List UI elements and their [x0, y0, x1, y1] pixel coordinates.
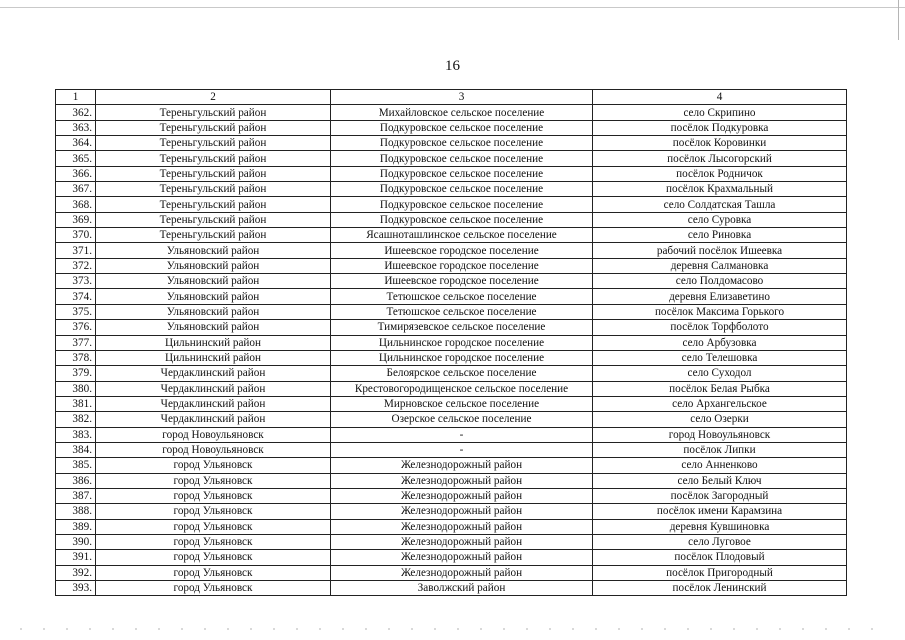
table-row	[56, 120, 847, 135]
row-number-cell: 367.	[56, 182, 96, 197]
table-row	[56, 366, 847, 381]
page-number: 16	[445, 58, 460, 74]
district-cell: город Ульяновск	[96, 534, 331, 549]
row-number-cell: 392.	[56, 565, 96, 580]
district-cell: Ульяновский район	[96, 243, 331, 258]
row-number-cell: 391.	[56, 550, 96, 565]
column-header-3: 3	[331, 90, 593, 105]
row-number-cell: 380.	[56, 381, 96, 396]
row-number-cell: 376.	[56, 320, 96, 335]
district-cell: Ульяновский район	[96, 304, 331, 319]
settlement-cell: Подкуровское сельское поселение	[331, 182, 593, 197]
settlement-cell: Цильнинское городское поселение	[331, 335, 593, 350]
settlement-cell: -	[331, 427, 593, 442]
district-cell: город Новоульяновск	[96, 442, 331, 457]
settlement-cell: Белоярское сельское поселение	[331, 366, 593, 381]
locality-cell: посёлок Липки	[593, 442, 847, 457]
district-cell: город Ульяновск	[96, 458, 331, 473]
table-header-row	[56, 90, 847, 105]
district-cell: Ульяновский район	[96, 274, 331, 289]
table-row	[56, 381, 847, 396]
row-number-cell: 368.	[56, 197, 96, 212]
district-cell: город Ульяновск	[96, 565, 331, 580]
settlement-cell: Железнодорожный район	[331, 488, 593, 503]
table-row	[56, 396, 847, 411]
table-row	[56, 289, 847, 304]
district-cell: город Ульяновск	[96, 488, 331, 503]
locality-cell: посёлок Пригородный	[593, 565, 847, 580]
row-number-cell: 374.	[56, 289, 96, 304]
locality-cell: село Архангельское	[593, 396, 847, 411]
table-row	[56, 442, 847, 457]
locality-cell: село Солдатская Ташла	[593, 197, 847, 212]
row-number-cell: 381.	[56, 396, 96, 411]
column-header-2: 2	[96, 90, 331, 105]
district-cell: Тереньгульский район	[96, 182, 331, 197]
table-row	[56, 473, 847, 488]
locality-cell: посёлок Максима Горького	[593, 304, 847, 319]
settlement-cell: Ясашноташлинское сельское поселение	[331, 228, 593, 243]
district-cell: Тереньгульский район	[96, 197, 331, 212]
table-row	[56, 243, 847, 258]
locality-cell: село Арбузовка	[593, 335, 847, 350]
settlement-cell: Тетюшское сельское поселение	[331, 289, 593, 304]
settlement-cell: Крестовогородищенское сельское поселение	[331, 381, 593, 396]
row-number-cell: 385.	[56, 458, 96, 473]
table-row	[56, 105, 847, 120]
row-number-cell: 378.	[56, 350, 96, 365]
row-number-cell: 377.	[56, 335, 96, 350]
locality-cell: село Озерки	[593, 412, 847, 427]
row-number-cell: 379.	[56, 366, 96, 381]
locality-cell: село Суходол	[593, 366, 847, 381]
locality-cell: посёлок Лысогорский	[593, 151, 847, 166]
table-row	[56, 304, 847, 319]
row-number-cell: 389.	[56, 519, 96, 534]
settlement-cell: Железнодорожный район	[331, 565, 593, 580]
locality-cell: посёлок Загородный	[593, 488, 847, 503]
table-row	[56, 274, 847, 289]
locality-cell: посёлок Крахмальный	[593, 182, 847, 197]
page-right-edge	[898, 0, 899, 40]
locality-cell: посёлок Белая Рыбка	[593, 381, 847, 396]
locality-cell: посёлок Торфболото	[593, 320, 847, 335]
table-row	[56, 565, 847, 580]
district-cell: город Ульяновск	[96, 504, 331, 519]
district-cell: Тереньгульский район	[96, 212, 331, 227]
scan-bottom-artifact	[20, 628, 880, 630]
settlement-cell: Мирновское сельское поселение	[331, 396, 593, 411]
table-row	[56, 534, 847, 549]
table-row	[56, 581, 847, 596]
row-number-cell: 364.	[56, 136, 96, 151]
table-row	[56, 504, 847, 519]
locality-cell: село Риновка	[593, 228, 847, 243]
district-cell: город Ульяновск	[96, 581, 331, 596]
table-row	[56, 166, 847, 181]
table-row	[56, 151, 847, 166]
settlement-cell: Тетюшское сельское поселение	[331, 304, 593, 319]
locality-cell: село Анненково	[593, 458, 847, 473]
settlement-cell: Подкуровское сельское поселение	[331, 212, 593, 227]
row-number-cell: 386.	[56, 473, 96, 488]
locality-cell: село Луговое	[593, 534, 847, 549]
table-row	[56, 182, 847, 197]
locality-cell: деревня Кувшиновка	[593, 519, 847, 534]
district-cell: Тереньгульский район	[96, 228, 331, 243]
district-cell: Тереньгульский район	[96, 136, 331, 151]
table-row	[56, 258, 847, 273]
district-cell: Цильнинский район	[96, 350, 331, 365]
locality-cell: село Телешовка	[593, 350, 847, 365]
table-row	[56, 136, 847, 151]
column-header-1: 1	[56, 90, 96, 105]
locality-cell: посёлок Ленинский	[593, 581, 847, 596]
table-row	[56, 350, 847, 365]
settlement-cell: Ишеевское городское поселение	[331, 274, 593, 289]
table-row	[56, 458, 847, 473]
row-number-cell: 372.	[56, 258, 96, 273]
district-cell: город Ульяновск	[96, 473, 331, 488]
row-number-cell: 382.	[56, 412, 96, 427]
locality-cell: село Белый Ключ	[593, 473, 847, 488]
row-number-cell: 370.	[56, 228, 96, 243]
district-cell: Чердаклинский район	[96, 396, 331, 411]
row-number-cell: 387.	[56, 488, 96, 503]
row-number-cell: 365.	[56, 151, 96, 166]
district-cell: Чердаклинский район	[96, 366, 331, 381]
district-cell: Тереньгульский район	[96, 151, 331, 166]
locality-cell: деревня Елизаветино	[593, 289, 847, 304]
locality-cell: село Скрипино	[593, 105, 847, 120]
table-row	[56, 212, 847, 227]
settlement-cell: Михайловское сельское поселение	[331, 105, 593, 120]
table-body	[56, 105, 847, 596]
settlement-cell: Тимирязевское сельское поселение	[331, 320, 593, 335]
settlement-cell: Подкуровское сельское поселение	[331, 151, 593, 166]
locality-cell: посёлок Плодовый	[593, 550, 847, 565]
row-number-cell: 393.	[56, 581, 96, 596]
district-cell: город Новоульяновск	[96, 427, 331, 442]
district-cell: Ульяновский район	[96, 320, 331, 335]
district-cell: город Ульяновск	[96, 550, 331, 565]
settlement-cell: Подкуровское сельское поселение	[331, 136, 593, 151]
row-number-cell: 363.	[56, 120, 96, 135]
locality-cell: посёлок Подкуровка	[593, 120, 847, 135]
settlement-cell: -	[331, 442, 593, 457]
row-number-cell: 383.	[56, 427, 96, 442]
row-number-cell: 366.	[56, 166, 96, 181]
district-cell: Тереньгульский район	[96, 120, 331, 135]
table-row	[56, 335, 847, 350]
district-cell: город Ульяновск	[96, 519, 331, 534]
row-number-cell: 388.	[56, 504, 96, 519]
column-header-4: 4	[593, 90, 847, 105]
locality-cell: село Суровка	[593, 212, 847, 227]
settlement-cell: Цильнинское городское поселение	[331, 350, 593, 365]
table-row	[56, 228, 847, 243]
page-top-edge	[0, 0, 905, 8]
settlement-cell: Железнодорожный район	[331, 519, 593, 534]
row-number-cell: 362.	[56, 105, 96, 120]
settlement-cell: Подкуровское сельское поселение	[331, 120, 593, 135]
table-row	[56, 412, 847, 427]
locality-cell: посёлок Коровинки	[593, 136, 847, 151]
row-number-cell: 375.	[56, 304, 96, 319]
locality-cell: посёлок имени Карамзина	[593, 504, 847, 519]
settlement-cell: Подкуровское сельское поселение	[331, 197, 593, 212]
district-cell: Ульяновский район	[96, 289, 331, 304]
locality-cell: деревня Салмановка	[593, 258, 847, 273]
district-cell: Ульяновский район	[96, 258, 331, 273]
table-row	[56, 197, 847, 212]
locality-cell: город Новоульяновск	[593, 427, 847, 442]
settlement-cell: Озерское сельское поселение	[331, 412, 593, 427]
locality-cell: село Полдомасово	[593, 274, 847, 289]
table-row	[56, 488, 847, 503]
row-number-cell: 384.	[56, 442, 96, 457]
settlement-cell: Ишеевское городское поселение	[331, 243, 593, 258]
settlement-cell: Железнодорожный район	[331, 504, 593, 519]
settlements-table	[55, 89, 847, 596]
settlement-cell: Железнодорожный район	[331, 473, 593, 488]
row-number-cell: 369.	[56, 212, 96, 227]
settlement-cell: Железнодорожный район	[331, 458, 593, 473]
district-cell: Цильнинский район	[96, 335, 331, 350]
table-row	[56, 320, 847, 335]
district-cell: Тереньгульский район	[96, 166, 331, 181]
settlement-cell: Железнодорожный район	[331, 534, 593, 549]
row-number-cell: 371.	[56, 243, 96, 258]
row-number-cell: 373.	[56, 274, 96, 289]
locality-cell: рабочий посёлок Ишеевка	[593, 243, 847, 258]
locality-cell: посёлок Родничок	[593, 166, 847, 181]
table-row	[56, 427, 847, 442]
district-cell: Чердаклинский район	[96, 381, 331, 396]
row-number-cell: 390.	[56, 534, 96, 549]
settlement-cell: Заволжский район	[331, 581, 593, 596]
table-row	[56, 519, 847, 534]
district-cell: Тереньгульский район	[96, 105, 331, 120]
settlement-cell: Ишеевское городское поселение	[331, 258, 593, 273]
settlement-cell: Подкуровское сельское поселение	[331, 166, 593, 181]
table-row	[56, 550, 847, 565]
settlement-cell: Железнодорожный район	[331, 550, 593, 565]
district-cell: Чердаклинский район	[96, 412, 331, 427]
